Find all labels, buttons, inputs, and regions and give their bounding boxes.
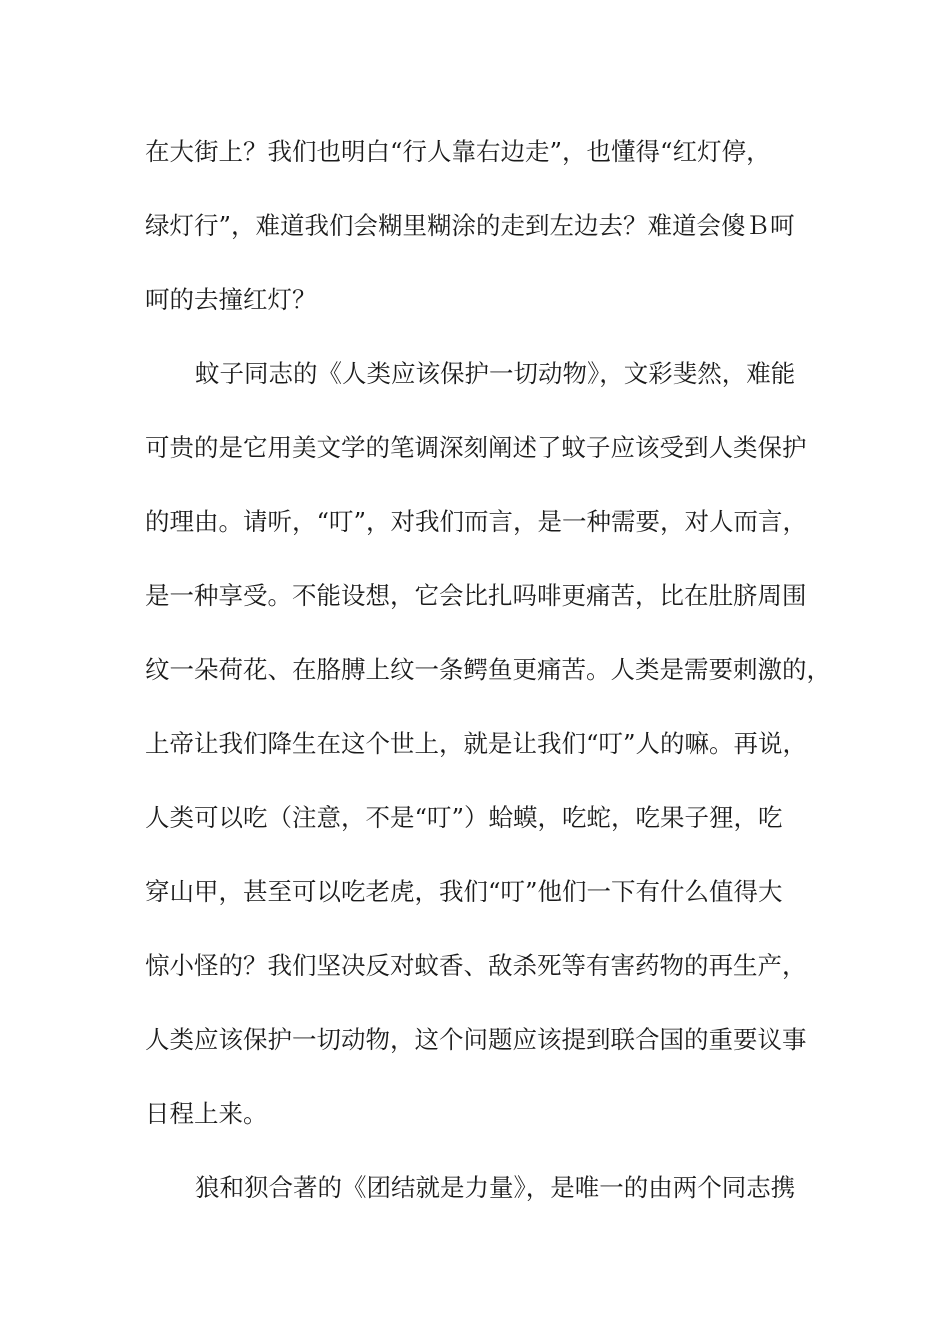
text-line: 上帝让我们降生在这个世上，就是让我们“叮”人的嘛。再说，	[145, 729, 808, 758]
text-line: 惊小怪的？我们坚决反对蚊香、敌杀死等有害药物的再生产，	[145, 951, 807, 980]
text-line: 可贵的是它用美文学的笔调深刻阐述了蚊子应该受到人类保护	[145, 433, 807, 462]
text-line: 日程上来。	[145, 1099, 268, 1128]
paragraph-start-line: 蚊子同志的《人类应该保护一切动物》，文彩斐然，难能	[195, 359, 796, 388]
text-line: 在大街上？我们也明白“行人靠右边走”，也懂得“红灯停，	[145, 137, 771, 166]
text-line: 的理由。请听，“叮”，对我们而言，是一种需要，对人而言，	[145, 507, 808, 536]
text-line: 纹一朵荷花、在胳膊上纹一条鳄鱼更痛苦。人类是需要刺激的，	[145, 655, 831, 684]
text-line: 绿灯行”，难道我们会糊里糊涂的走到左边去？难道会傻Ｂ呵	[145, 211, 795, 240]
paragraph-start-line: 狼和狈合著的《团结就是力量》，是唯一的由两个同志携	[195, 1173, 796, 1202]
text-line: 是一种享受。不能设想，它会比扎吗啡更痛苦，比在肚脐周围	[145, 581, 807, 610]
text-line: 人类可以吃（注意，不是“叮”）蛤蟆，吃蛇，吃果子狸，吃	[145, 803, 783, 832]
text-line: 呵的去撞红灯？	[145, 285, 317, 314]
body-text	[145, 128, 831, 1238]
text-line: 穿山甲，甚至可以吃老虎，我们“叮”他们一下有什么值得大	[145, 877, 783, 906]
text-line: 人类应该保护一切动物，这个问题应该提到联合国的重要议事	[145, 1025, 807, 1054]
